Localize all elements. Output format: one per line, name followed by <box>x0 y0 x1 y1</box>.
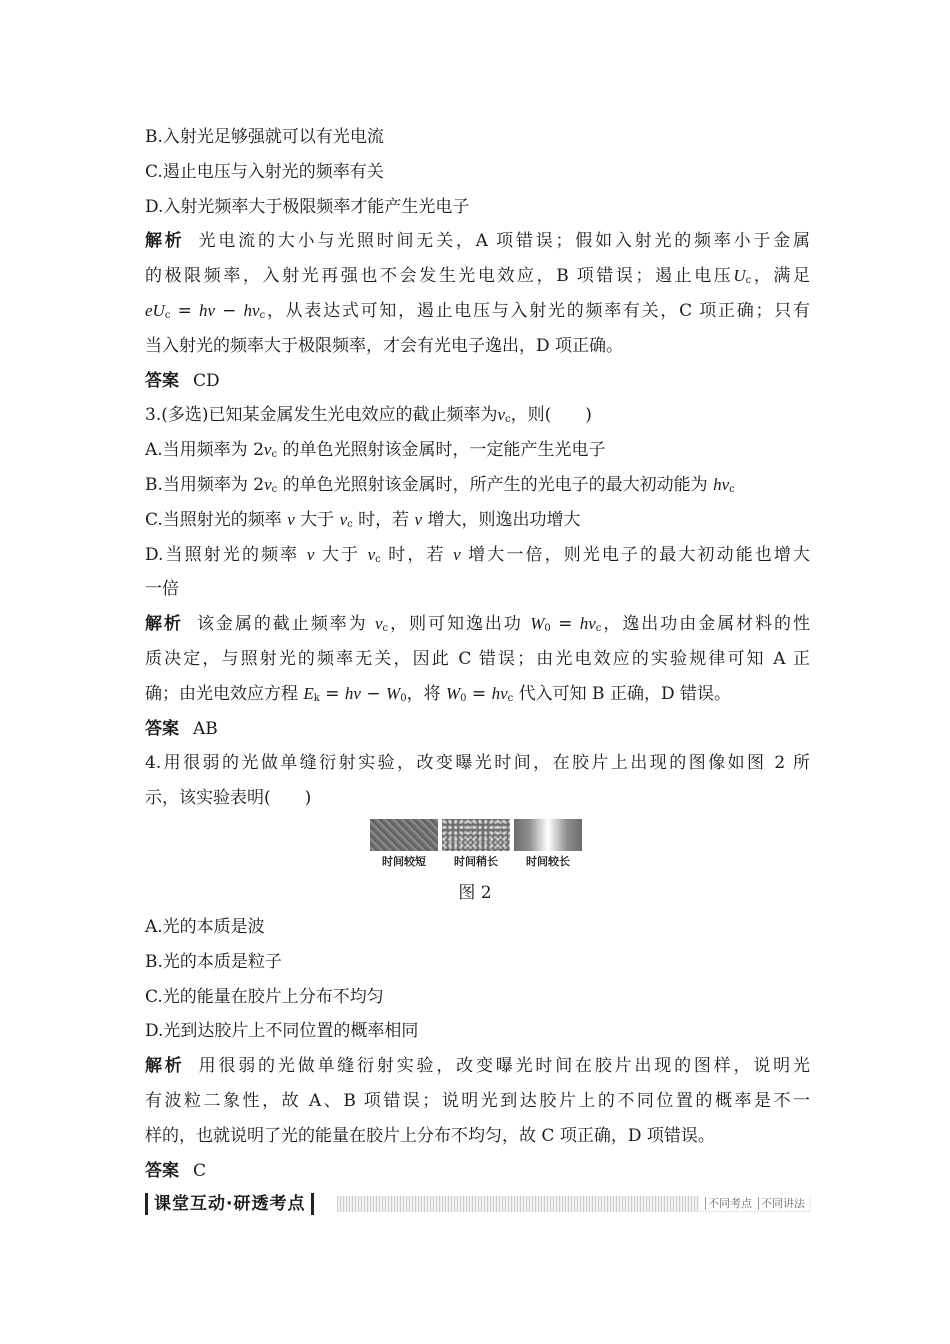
figure-caption-short: 时间较短 <box>382 855 426 868</box>
figure-caption-medium: 时间稍长 <box>454 855 498 868</box>
banner-tag-1: 不同考点 <box>705 1197 754 1210</box>
q4-option-b: B.光的本质是粒子 <box>145 951 282 972</box>
q3-analysis-line-3: 确；由光电效应方程 $E_k = h\nu - W_0$，将 $W_0 = h\nu_c$ 代入可知 B 正确，D 错误。 <box>145 683 731 704</box>
q3-analysis-line-1: 解析 该金属的截止频率为 $\nu_c$，则可知逸出功 $W_0 = h\nu_c$，逸出功由金属材料的性 <box>145 614 811 635</box>
figure-caption-long: 时间较长 <box>526 855 570 868</box>
banner-title: 课堂互动·研透考点 <box>145 1193 314 1215</box>
analysis-label: 解析 <box>145 614 183 635</box>
q4-option-c: C.光的能量在胶片上分布不均匀 <box>145 986 384 1007</box>
q3-option-a: A.当用频率为 $2\nu_c$ 的单色光照射该金属时，一定能产生光电子 <box>145 440 606 461</box>
q3-answer: 答案 AB <box>145 718 218 739</box>
q4-option-d: D.光到达胶片上不同位置的概率相同 <box>145 1021 419 1042</box>
q4-analysis-line-1: 解析 用很弱的光做单缝衍射实验，改变曝光时间在胶片出现的图样，说明光 <box>145 1056 810 1077</box>
q3-option-d: D.当照射光的频率 ν 大于 $\nu_c$ 时，若 ν 增大一倍，则光电子的最大初动能也增大 <box>145 544 811 565</box>
q4-answer: 答案 C <box>145 1160 207 1181</box>
q3-analysis-line-2: 质决定，与照射光的频率无关，因此 C 错误；由光电效应的实验规律可知 A 正 <box>145 648 810 669</box>
q4-stem-line-1: 4.用很弱的光做单缝衍射实验，改变曝光时间，在胶片上出现的图像如图 2 所 <box>145 753 810 774</box>
q2-analysis-line-3: $eU_c = h\nu - h\nu_c$，从表达式可知，遏止电压与入射光的频率有关，C 项正确；只有 <box>145 300 810 321</box>
q2-analysis-line-4: 当入射光的频率大于极限频率，才会有光电子逸出，D 项正确。 <box>145 335 624 356</box>
q4-analysis-line-2: 有波粒二象性，故 A、B 项错误；说明光到达胶片上的不同位置的概率是不一 <box>145 1090 810 1111</box>
q4-analysis-line-3: 样的，也就说明了光的能量在胶片上分布不均匀，故 C 项正确，D 项错误。 <box>145 1125 715 1146</box>
q4-stem-line-2: 示，该实验表明( ) <box>145 788 312 809</box>
document-body <box>145 120 810 816</box>
q2-answer: 答案 CD <box>145 370 220 391</box>
q3-option-c: C.当照射光的频率 ν 大于 $\nu_c$ 时，若 ν 增大，则逸出功增大 <box>145 509 581 530</box>
q3-stem: 3.(多选)已知某金属发生光电效应的截止频率为$\nu_c$，则( ) <box>145 405 592 426</box>
analysis-label: 解析 <box>145 1056 185 1077</box>
q3-option-d-cont: 一倍 <box>145 579 179 600</box>
analysis-label: 解析 <box>145 231 185 252</box>
q2-analysis-line-1: 解析 光电流的大小与光照时间无关，A 项错误；假如入射光的频率小于金属 <box>145 231 811 252</box>
q2-option-b: B.入射光足够强就可以有光电流 <box>145 127 384 147</box>
diffraction-figure <box>370 819 582 871</box>
q2-option-c: C.遏止电压与入射光的频率有关 <box>145 161 384 182</box>
banner-tags <box>699 1195 809 1211</box>
film-strip-medium <box>442 819 510 851</box>
figure-title: 图 2 <box>458 883 492 903</box>
answer-label: 答案 <box>145 1160 179 1181</box>
film-strip-long <box>514 819 582 851</box>
answer-label: 答案 <box>145 370 179 391</box>
q2-analysis-line-2: 的极限频率，入射光再强也不会发生光电效应，B 项错误；遏止电压$U_c$，满足 <box>145 266 810 287</box>
q3-option-b: B.当用频率为 $2\nu_c$ 的单色光照射该金属时，所产生的光电子的最大初动能为 $h\nu_c$ <box>145 474 735 495</box>
film-strip-short <box>370 819 438 851</box>
answer-label: 答案 <box>145 718 179 739</box>
q4-continued <box>145 910 810 1188</box>
section-banner <box>145 1193 811 1215</box>
banner-tag-2: 不同讲法 <box>758 1197 807 1210</box>
q4-option-a: A.光的本质是波 <box>145 917 265 937</box>
q2-option-d: D.入射光频率大于极限频率才能产生光电子 <box>145 196 470 217</box>
